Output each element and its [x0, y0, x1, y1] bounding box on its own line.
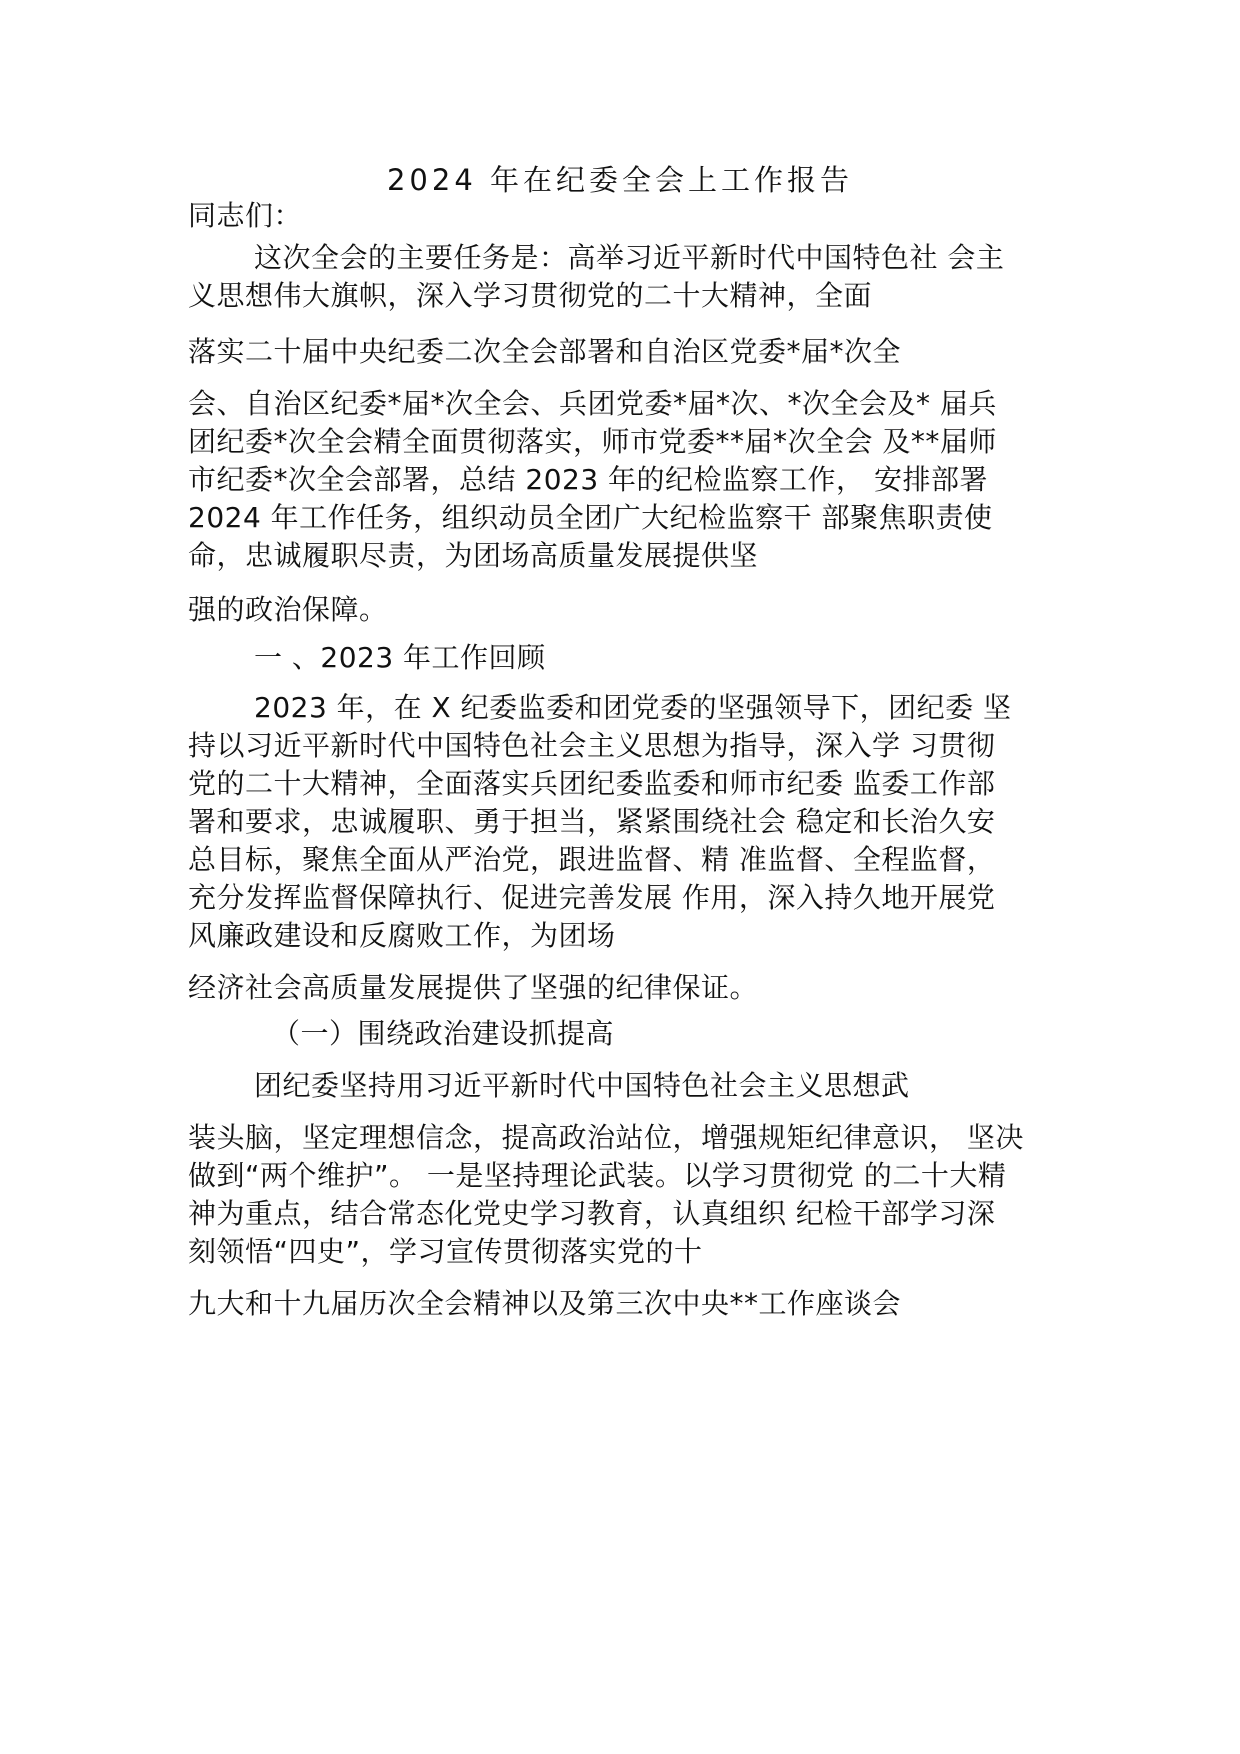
- paragraph-line: 2023 年，在 X 纪委监委和团党委的坚强领导下，团纪委 坚: [254, 691, 1012, 724]
- paragraph-line: 装头脑，坚定理想信念，提高政治站位，增强规矩纪律意识， 坚决: [188, 1121, 1024, 1154]
- paragraph-line: 命，忠诚履职尽责，为团场高质量发展提供坚: [188, 539, 759, 572]
- paragraph-line: 持以习近平新时代中国特色社会主义思想为指导，深入学 习贯彻: [188, 729, 996, 762]
- salutation: 同志们：: [188, 199, 303, 232]
- paragraph-line: 市纪委*次全会部署，总结 2023 年的纪检监察工作， 安排部署: [188, 463, 988, 496]
- paragraph-line: 总目标，聚焦全面从严治党，跟进监督、精 准监督、全程监督，: [188, 843, 996, 876]
- document-title: 2024 年在纪委全会上工作报告: [386, 163, 854, 197]
- paragraph-line: 党的二十大精神，全面落实兵团纪委监委和师市纪委 监委工作部: [188, 767, 996, 800]
- paragraph-line: 团纪委坚持用习近平新时代中国特色社会主义思想武: [254, 1069, 910, 1102]
- subsection-heading: （一）围绕政治建设抓提高: [272, 1017, 615, 1050]
- paragraph-line: 强的政治保障。: [188, 593, 388, 626]
- paragraph-line: 会、自治区纪委*届*次全会、兵团党委*届*次、*次全会及* 届兵: [188, 387, 997, 420]
- paragraph-line: 充分发挥监督保障执行、促进完善发展 作用，深入持久地开展党: [188, 881, 996, 914]
- paragraph-line: 经济社会高质量发展提供了坚强的纪律保证。: [188, 971, 759, 1004]
- paragraph-line: 团纪委*次全会精全面贯彻落实，师市党委**届*次全会 及**届师: [188, 425, 997, 458]
- paragraph-line: 义思想伟大旗帜，深入学习贯彻党的二十大精神，全面: [188, 279, 873, 312]
- paragraph-line: 落实二十届中央纪委二次全会部署和自治区党委*届*次全: [188, 335, 902, 368]
- paragraph-line: 刻领悟“四史”，学习宣传贯彻落实党的十: [188, 1235, 703, 1268]
- paragraph-line: 这次全会的主要任务是：高举习近平新时代中国特色社 会主: [254, 241, 1005, 274]
- paragraph-line: 神为重点，结合常态化党史学习教育，认真组织 纪检干部学习深: [188, 1197, 996, 1230]
- paragraph-line: 九大和十九届历次全会精神以及第三次中央**工作座谈会: [188, 1287, 902, 1320]
- paragraph-line: 做到“两个维护”。 一是坚持理论武装。以学习贯彻党 的二十大精: [188, 1159, 1007, 1192]
- paragraph-line: 署和要求，忠诚履职、勇于担当，紧紧围绕社会 稳定和长治久安: [188, 805, 996, 838]
- section-heading: 一 、2023 年工作回顾: [254, 641, 546, 674]
- paragraph-line: 2024 年工作任务，组织动员全团广大纪检监察干 部聚焦职责使: [188, 501, 993, 534]
- paragraph-line: 风廉政建设和反腐败工作，为团场: [188, 919, 616, 952]
